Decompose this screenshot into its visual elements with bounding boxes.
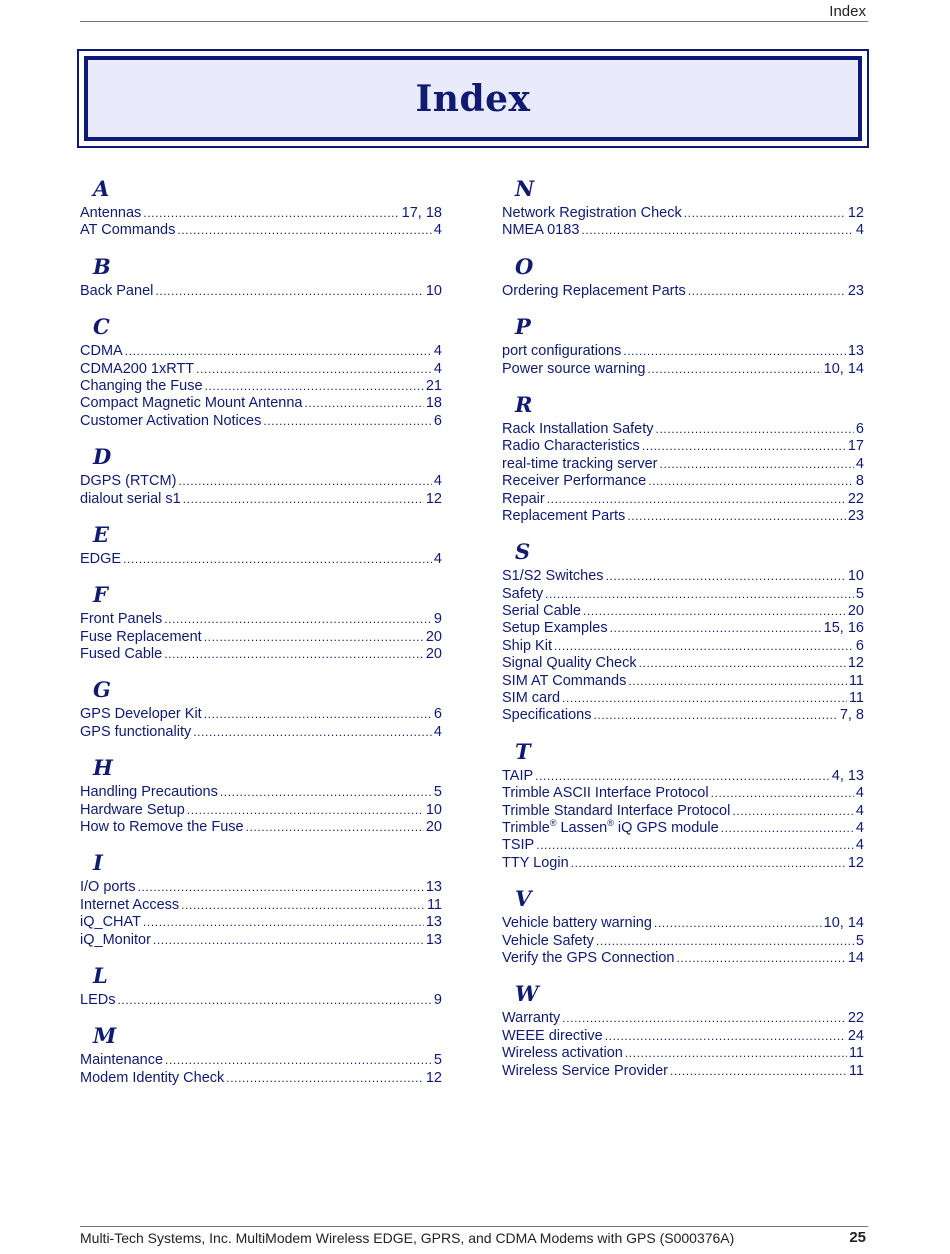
dot-leader <box>684 205 846 222</box>
page-reference: 23 <box>847 282 864 299</box>
index-term: CDMA <box>80 343 123 360</box>
index-term: Wireless Service Provider <box>502 1062 668 1079</box>
index-entry[interactable] <box>80 378 442 395</box>
index-term: Specifications <box>502 707 592 724</box>
index-section-w <box>502 981 864 1080</box>
section-letter: M <box>93 1023 117 1049</box>
index-section-c <box>80 314 442 430</box>
page-reference: 15, 16 <box>823 620 864 637</box>
page-reference: 9 <box>433 611 442 628</box>
page-reference: 5 <box>855 932 864 949</box>
section-letter: R <box>515 391 533 417</box>
index-entry[interactable] <box>80 819 442 836</box>
footer-rule <box>80 1226 868 1227</box>
dot-leader <box>562 1010 846 1027</box>
index-entry[interactable] <box>80 222 442 239</box>
dot-leader <box>571 855 846 872</box>
index-entry[interactable] <box>502 603 864 620</box>
index-section-n <box>502 176 864 240</box>
dot-leader <box>660 456 854 473</box>
index-entry[interactable] <box>80 802 442 819</box>
index-entry[interactable] <box>502 707 864 724</box>
index-term: CDMA200 1xRTT <box>80 360 195 377</box>
index-term: Warranty <box>502 1010 561 1027</box>
dot-leader <box>583 603 846 620</box>
dot-leader <box>123 551 432 568</box>
page-reference: 12 <box>847 854 864 871</box>
index-entry[interactable] <box>502 820 864 837</box>
index-entry[interactable] <box>502 1045 864 1062</box>
dot-leader <box>711 785 854 802</box>
index-entry[interactable] <box>502 456 864 473</box>
index-entry[interactable] <box>80 646 442 663</box>
index-entry[interactable] <box>80 629 442 646</box>
index-entry[interactable] <box>80 1070 442 1087</box>
dot-leader <box>554 638 854 655</box>
index-term: Handling Precautions <box>80 784 218 801</box>
page-reference: 24 <box>847 1027 864 1044</box>
index-term: LEDs <box>80 991 116 1008</box>
index-entry[interactable] <box>80 343 442 360</box>
dot-leader <box>593 707 837 724</box>
index-term: Maintenance <box>80 1052 164 1069</box>
index-term: Trimble ASCII Interface Protocol <box>502 785 709 802</box>
dot-leader <box>677 950 846 967</box>
page-reference: 21 <box>425 377 442 394</box>
page-reference: 18 <box>425 395 442 412</box>
page-reference: 5 <box>433 1052 442 1069</box>
page-reference: 13 <box>425 914 442 931</box>
index-term: GPS Developer Kit <box>80 706 202 723</box>
index-term: Customer Activation Notices <box>80 412 262 429</box>
index-term: Compact Magnetic Mount Antenna <box>80 395 303 412</box>
page-reference: 22 <box>847 490 864 507</box>
index-term: Back Panel <box>80 282 154 299</box>
title-banner <box>77 49 869 148</box>
dot-leader <box>536 837 854 854</box>
index-section-i <box>80 850 442 949</box>
page-reference: 4 <box>433 343 442 360</box>
page-reference: 4 <box>855 819 864 836</box>
section-letter: C <box>93 314 110 340</box>
page-reference: 20 <box>425 628 442 645</box>
index-section-b <box>80 254 442 300</box>
dot-leader <box>547 491 846 508</box>
index-term: EDGE <box>80 550 122 567</box>
dot-leader <box>721 820 854 837</box>
index-section-a <box>80 176 442 240</box>
dot-leader <box>153 932 424 949</box>
section-letter: V <box>515 886 532 912</box>
index-entry[interactable] <box>502 491 864 508</box>
index-term: iQ_CHAT <box>80 914 141 931</box>
page-reference: 5 <box>433 784 442 801</box>
index-term: DGPS (RTCM) <box>80 473 177 490</box>
page-reference: 11 <box>848 690 864 707</box>
index-entry[interactable] <box>80 413 442 430</box>
dot-leader <box>596 933 854 950</box>
page-reference: 12 <box>425 1069 442 1086</box>
page-reference: 4 <box>855 455 864 472</box>
dot-leader <box>220 784 432 801</box>
index-entry[interactable] <box>502 620 864 637</box>
index-entry[interactable] <box>80 205 442 222</box>
index-entry[interactable] <box>80 897 442 914</box>
dot-leader <box>688 283 846 300</box>
page-reference: 20 <box>425 819 442 836</box>
dot-leader <box>143 914 424 931</box>
page-reference: 6 <box>855 420 864 437</box>
page-reference: 11 <box>426 896 442 913</box>
index-entry[interactable] <box>80 551 442 568</box>
index-term: TTY Login <box>502 854 569 871</box>
running-head: Index <box>829 3 866 20</box>
dot-leader <box>627 508 846 525</box>
index-section-m <box>80 1023 442 1087</box>
index-column-right <box>502 176 864 1094</box>
page-reference: 10 <box>425 801 442 818</box>
index-entry[interactable] <box>502 1010 864 1027</box>
index-term: NMEA 0183 <box>502 222 580 239</box>
index-term: Power source warning <box>502 360 646 377</box>
dot-leader <box>117 992 431 1009</box>
page-reference: 11 <box>848 672 864 689</box>
page-reference: 10, 14 <box>823 915 864 932</box>
index-term: TSIP <box>502 837 535 854</box>
index-entry[interactable] <box>502 568 864 585</box>
index-entry[interactable] <box>502 785 864 802</box>
index-term: I/O ports <box>80 879 136 896</box>
dot-leader <box>193 724 432 741</box>
index-term: WEEE directive <box>502 1027 603 1044</box>
dot-leader <box>628 673 847 690</box>
dot-leader <box>226 1070 424 1087</box>
dot-leader <box>165 1052 432 1069</box>
index-term: Replacement Parts <box>502 507 626 524</box>
index-entry[interactable] <box>502 586 864 603</box>
index-term: Modem Identity Check <box>80 1069 225 1086</box>
index-term: SIM AT Commands <box>502 672 627 689</box>
index-entry[interactable] <box>80 932 442 949</box>
index-entry[interactable] <box>502 361 864 378</box>
section-letter: D <box>93 444 112 470</box>
page-reference: 17 <box>847 438 864 455</box>
index-entry[interactable] <box>502 655 864 672</box>
index-term: Radio Characteristics <box>502 438 640 455</box>
page-reference: 6 <box>433 706 442 723</box>
page-reference: 4 <box>855 222 864 239</box>
dot-leader <box>183 491 424 508</box>
index-section-s <box>502 539 864 725</box>
index-term: Antennas <box>80 205 142 221</box>
index-entry[interactable] <box>80 283 442 300</box>
page-reference: 4 <box>433 222 442 239</box>
page-reference: 12 <box>847 655 864 672</box>
index-entry[interactable] <box>80 473 442 490</box>
index-term: iQ_Monitor <box>80 931 151 948</box>
page-reference: 4 <box>855 785 864 802</box>
dot-leader <box>263 413 432 430</box>
index-entry[interactable] <box>502 283 864 300</box>
page-reference: 4 <box>855 802 864 819</box>
section-letter: P <box>515 314 531 340</box>
index-section-d <box>80 444 442 508</box>
index-entry[interactable] <box>80 724 442 741</box>
index-term: Ordering Replacement Parts <box>502 282 686 299</box>
index-term: Vehicle Safety <box>502 932 594 949</box>
dot-leader <box>181 897 425 914</box>
index-term: Hardware Setup <box>80 801 185 818</box>
page-reference: 12 <box>425 490 442 507</box>
index-term: Network Registration Check <box>502 205 682 221</box>
dot-leader <box>545 586 854 603</box>
dot-leader <box>178 473 432 490</box>
page-reference: 22 <box>847 1010 864 1027</box>
index-term: Setup Examples <box>502 620 608 637</box>
dot-leader <box>732 803 854 820</box>
index-section-g <box>80 677 442 741</box>
index-entry[interactable] <box>502 933 864 950</box>
index-term: port configurations <box>502 343 622 360</box>
page-reference: 10 <box>425 282 442 299</box>
index-entry[interactable] <box>502 837 864 854</box>
index-term: Internet Access <box>80 896 180 913</box>
index-entry[interactable] <box>502 343 864 360</box>
dot-leader <box>177 222 432 239</box>
page-reference: 13 <box>425 931 442 948</box>
index-entry[interactable] <box>502 768 864 785</box>
page-reference: 10, 14 <box>823 360 864 377</box>
dot-leader <box>639 655 846 672</box>
index-entry[interactable] <box>502 473 864 490</box>
dot-leader <box>654 915 822 932</box>
page-title: Index <box>415 77 531 120</box>
index-term: Safety <box>502 585 544 602</box>
index-section-e <box>80 522 442 568</box>
header-rule <box>80 21 868 22</box>
index-entry[interactable] <box>80 992 442 1009</box>
index-entry[interactable] <box>80 395 442 412</box>
page-reference: 6 <box>433 412 442 429</box>
index-entry[interactable] <box>502 222 864 239</box>
dot-leader <box>605 1028 846 1045</box>
page-reference: 4, 13 <box>831 767 864 784</box>
index-term: SIM card <box>502 690 561 707</box>
index-term: Rack Installation Safety <box>502 420 654 437</box>
index-entry[interactable] <box>502 508 864 525</box>
page-reference: 4 <box>433 473 442 490</box>
page-reference: 9 <box>433 991 442 1008</box>
index-entry[interactable] <box>80 611 442 628</box>
index-entry[interactable] <box>502 438 864 455</box>
page-reference: 6 <box>855 637 864 654</box>
page-reference: 20 <box>425 646 442 663</box>
dot-leader <box>246 819 424 836</box>
index-section-l <box>80 963 442 1009</box>
page-reference: 11 <box>848 1045 864 1062</box>
dot-leader <box>610 620 822 637</box>
dot-leader <box>196 361 432 378</box>
dot-leader <box>606 568 846 585</box>
page-number: 25 <box>849 1229 866 1246</box>
index-entry[interactable] <box>502 673 864 690</box>
index-entry[interactable] <box>80 914 442 931</box>
dot-leader <box>647 361 821 378</box>
dot-leader <box>164 611 432 628</box>
index-term: GPS functionality <box>80 723 192 740</box>
page-reference: 11 <box>848 1062 864 1079</box>
page-reference: 8 <box>855 473 864 490</box>
section-letter: G <box>93 677 111 703</box>
section-letter: S <box>515 539 531 565</box>
index-entry[interactable] <box>80 491 442 508</box>
index-section-v <box>502 886 864 967</box>
index-term: Fused Cable <box>80 646 163 663</box>
index-term: Wireless activation <box>502 1045 623 1062</box>
index-section-h <box>80 755 442 836</box>
index-term: Trimble® Lassen® iQ GPS module <box>502 818 719 836</box>
title-banner-inner <box>84 56 862 141</box>
dot-leader <box>623 343 846 360</box>
index-entry[interactable] <box>502 638 864 655</box>
index-entry[interactable] <box>502 205 864 222</box>
index-section-f <box>80 582 442 663</box>
dot-leader <box>670 1063 847 1080</box>
dot-leader <box>125 343 432 360</box>
index-section-t <box>502 739 864 872</box>
dot-leader <box>656 421 854 438</box>
dot-leader <box>535 768 830 785</box>
index-term: Verify the GPS Connection <box>502 949 675 966</box>
index-term: How to Remove the Fuse <box>80 819 244 836</box>
section-letter: T <box>515 738 531 764</box>
dot-leader <box>205 378 424 395</box>
dot-leader <box>204 629 424 646</box>
dot-leader <box>143 205 399 222</box>
page-reference: 14 <box>847 949 864 966</box>
index-section-o <box>502 254 864 300</box>
index-entry[interactable] <box>502 915 864 932</box>
index-term: S1/S2 Switches <box>502 568 604 585</box>
index-term: real-time tracking server <box>502 455 658 472</box>
index-term: dialout serial s1 <box>80 490 181 507</box>
index-entry[interactable] <box>80 706 442 723</box>
page-reference: 4 <box>433 360 442 377</box>
index-term: TAIP <box>502 767 534 784</box>
index-entry[interactable] <box>502 855 864 872</box>
page-reference: 23 <box>847 507 864 524</box>
index-entry[interactable] <box>80 784 442 801</box>
page-reference: 13 <box>425 879 442 896</box>
index-term: Changing the Fuse <box>80 377 203 394</box>
dot-leader <box>138 879 424 896</box>
dot-leader <box>562 690 847 707</box>
index-term: Ship Kit <box>502 637 552 654</box>
section-letter: L <box>93 962 108 988</box>
dot-leader <box>187 802 424 819</box>
section-letter: E <box>93 521 110 547</box>
dot-leader <box>164 646 424 663</box>
index-term: Receiver Performance <box>502 473 647 490</box>
dot-leader <box>204 706 432 723</box>
index-term: Front Panels <box>80 611 163 628</box>
page-reference: 10 <box>847 568 864 585</box>
page-reference: 5 <box>855 585 864 602</box>
page-reference: 4 <box>433 550 442 567</box>
section-letter: A <box>93 176 110 201</box>
index-term: AT Commands <box>80 222 176 239</box>
page-reference: 7, 8 <box>839 707 864 724</box>
dot-leader <box>304 395 423 412</box>
index-entry[interactable] <box>502 1028 864 1045</box>
index-section-r <box>502 392 864 525</box>
section-letter: N <box>515 176 535 201</box>
dot-leader <box>155 283 424 300</box>
index-column-left <box>80 176 442 1101</box>
dot-leader <box>581 222 854 239</box>
page-reference: 13 <box>847 343 864 360</box>
index-entry[interactable] <box>502 950 864 967</box>
section-letter: H <box>93 755 113 781</box>
index-section-p <box>502 314 864 378</box>
index-term: Serial Cable <box>502 603 581 620</box>
index-term: Trimble Standard Interface Protocol <box>502 802 731 819</box>
index-entry[interactable] <box>502 1063 864 1080</box>
index-entry[interactable] <box>80 879 442 896</box>
page-reference: 17, 18 <box>401 205 442 221</box>
page-reference: 12 <box>847 205 864 221</box>
section-letter: I <box>93 850 103 876</box>
index-term: Signal Quality Check <box>502 655 637 672</box>
section-letter: W <box>515 981 539 1007</box>
index-term: Vehicle battery warning <box>502 915 652 932</box>
page-reference: 20 <box>847 603 864 620</box>
index-entry[interactable] <box>80 361 442 378</box>
index-entry[interactable] <box>502 421 864 438</box>
index-entry[interactable] <box>80 1052 442 1069</box>
dot-leader <box>625 1045 847 1062</box>
dot-leader <box>642 438 846 455</box>
section-letter: F <box>93 582 108 608</box>
section-letter: O <box>515 253 534 279</box>
dot-leader <box>648 473 854 490</box>
page-reference: 4 <box>855 837 864 854</box>
index-entry[interactable] <box>502 690 864 707</box>
index-term: Repair <box>502 490 545 507</box>
index-term: Fuse Replacement <box>80 628 202 645</box>
section-letter: B <box>93 253 111 279</box>
page-reference: 4 <box>433 723 442 740</box>
footer-text: Multi-Tech Systems, Inc. MultiModem Wireless EDGE, GPRS, and CDMA Modems with GPS (S000376A) <box>80 1230 735 1246</box>
